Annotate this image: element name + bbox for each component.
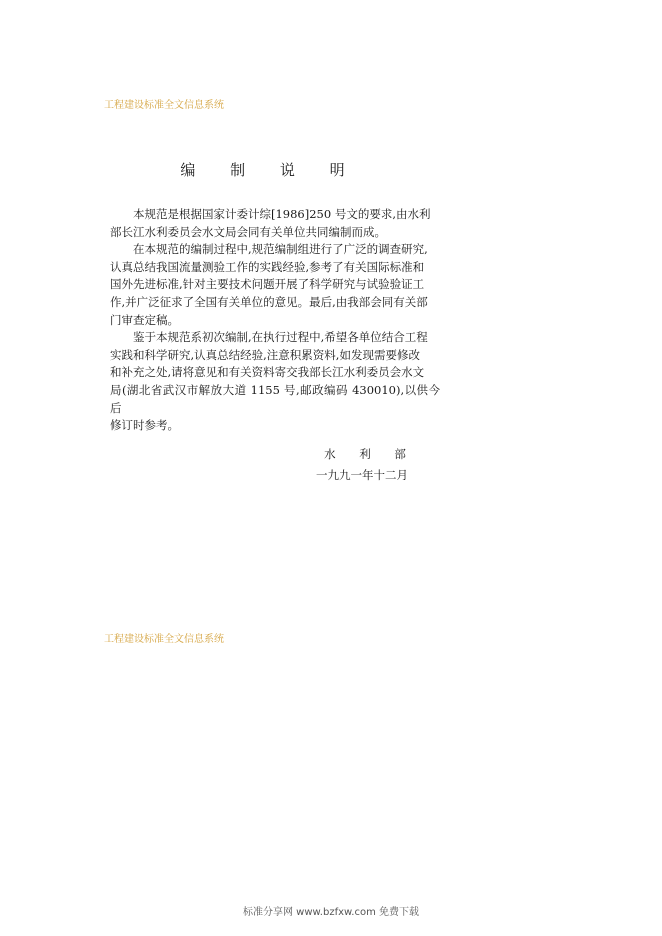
- paragraph-2: 在本规范的编制过程中,规范编制组进行了广泛的调查研究, 认真总结我国流量测验工作的实践经验,参考了有关国际标准和 国外先进标准,针对主要技术问题开展了科学研究与试验验证工 作,并广泛征求了全国有关单位的意见。最后,由我部会同有关部 门审查定稿。: [110, 242, 428, 327]
- paragraph-1: 本规范是根据国家计委计综[1986]250 号文的要求,由水利 部长江水利委员会水文局会同有关单位共同编制而成。: [110, 207, 431, 239]
- date: 一九九一年十二月: [316, 468, 408, 482]
- footer-link-text[interactable]: 标准分享网 www.bzfxw.com 免费下载: [243, 907, 419, 918]
- body-text: [110, 206, 440, 435]
- page-title: 编 制 说 明: [180, 161, 360, 179]
- paragraph-3: 鉴于本规范系初次编制,在执行过程中,希望各单位结合工程 实践和科学研究,认真总结经验,注意积累资料,如发现需要修改 和补充之处,请将意见和有关资料寄交我部长江水利委员会水文 局(湖北省武汉市解放大道 1155 号,邮政编码 430010),以供今后 修订时参考。: [110, 330, 440, 433]
- signature: 水 利 部: [324, 447, 416, 461]
- watermark-top: 工程建设标准全文信息系统: [104, 100, 224, 111]
- watermark-bottom: 工程建设标准全文信息系统: [104, 634, 224, 645]
